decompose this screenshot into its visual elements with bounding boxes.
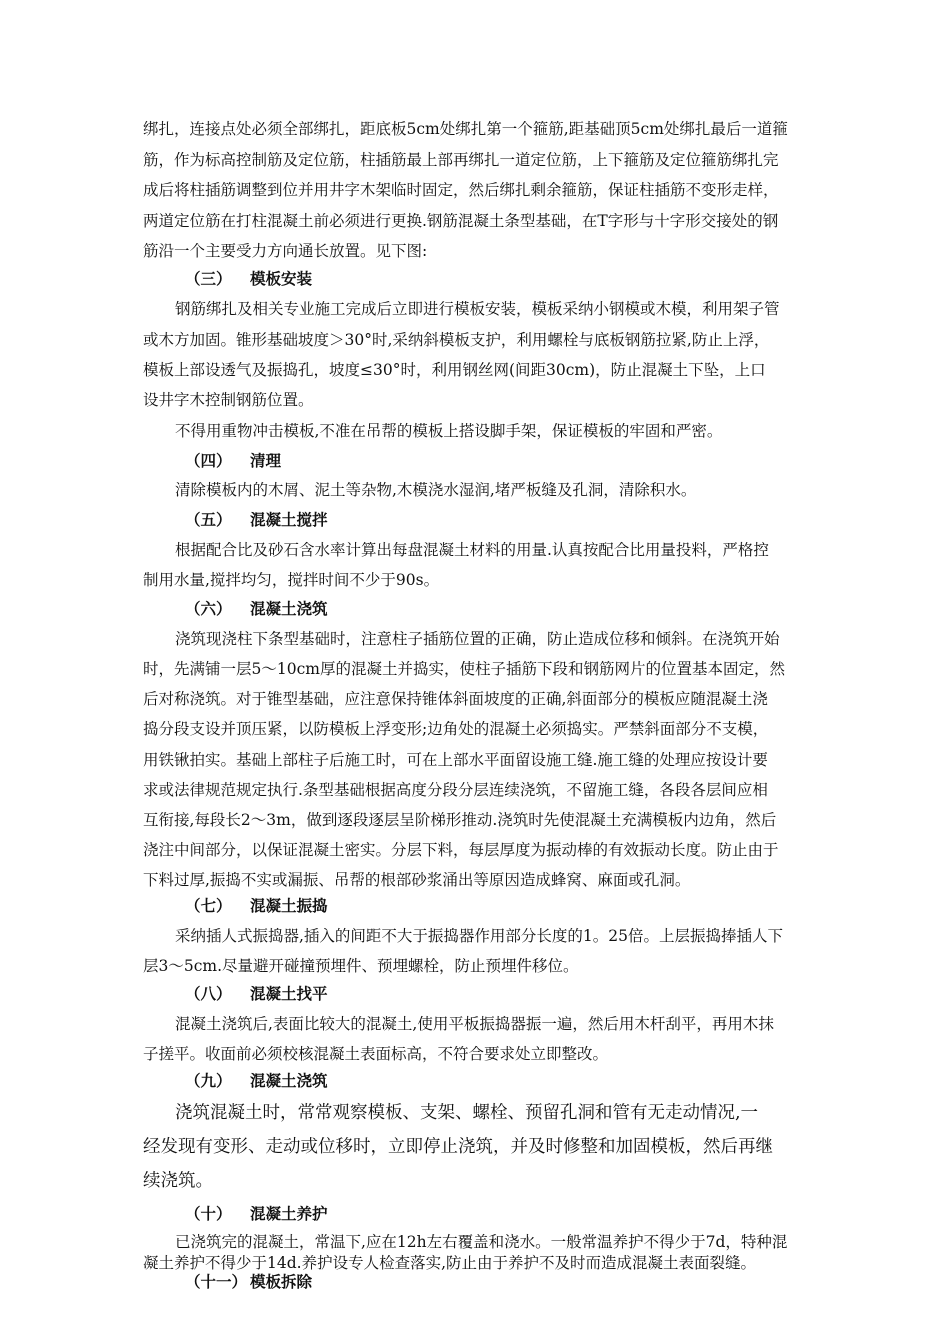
section-title: 混凝土振捣	[250, 896, 328, 915]
section-title: 清理	[250, 451, 282, 470]
paragraph-line: 已浇筑完的混凝土，常温下,应在12h左右覆盖和浇水。一般常温养护不得少于7d，特种混	[175, 1233, 788, 1251]
paragraph-line: 筋沿一个主要受力方向通长放置。见下图:	[143, 242, 428, 260]
paragraph-line: 浇注中间部分，以保证混凝土密实。分层下料，每层厚度为振动棒的有效振动长度。防止由于	[143, 841, 779, 859]
paragraph-line: 经发现有变形、走动或位移时，立即停止浇筑，并及时修整和加固模板，然后再继	[143, 1137, 773, 1157]
section-number: （六）	[185, 599, 232, 618]
paragraph-line: 制用水量,搅拌均匀，搅拌时间不少于90s。	[143, 571, 440, 589]
paragraph-line: 或木方加固。锥形基础坡度＞30°时,采纳斜模板支护，利用螺栓与底板钢筋拉紧,防止上浮，	[143, 331, 770, 349]
paragraph-line: 模板上部设透气及振捣孔，坡度≤30°时，利用钢丝网(间距30cm)，防止混凝土下坠，上口	[143, 361, 766, 379]
section-title: 混凝土浇筑	[250, 599, 328, 618]
paragraph-line: 用铁锹拍实。基础上部柱子后施工时，可在上部水平面留设施工缝.施工缝的处理应按设计要	[143, 751, 768, 769]
section-number: （五）	[185, 510, 232, 529]
paragraph-line: 捣分段支设并顶压紧，以防模板上浮变形;边角处的混凝土必须捣实。严禁斜面部分不支模，	[143, 720, 769, 738]
paragraph-line: 续浇筑。	[143, 1171, 213, 1191]
paragraph-line: 下料过厚,振捣不实或漏振、吊帮的根部砂浆涌出等原因造成蜂窝、麻面或孔洞。	[143, 871, 691, 889]
section-number: （三）	[185, 269, 232, 288]
paragraph-line: 求或法律规范规定执行.条型基础根据高度分段分层连续浇筑，不留施工缝，各段各层间应相	[143, 781, 768, 799]
paragraph-line: 时，先满铺一层5～10cm厚的混凝土并捣实，使柱子插筋下段和钢筋网片的位置基本固定，然	[143, 660, 785, 678]
section-title: 模板安装	[250, 269, 313, 288]
section-title: 混凝土搅拌	[250, 510, 328, 529]
section-number: （四）	[185, 451, 232, 470]
paragraph-line: 采纳插人式振捣器,插入的间距不大于振捣器作用部分长度的1。25倍。上层振捣捧插人下	[175, 927, 784, 945]
paragraph-line: 清除模板内的木屑、泥土等杂物,木模浇水湿润,堵严板缝及孔洞，清除积水。	[175, 481, 697, 499]
paragraph-line: 绑扎，连接点处必须全部绑扎，距底板5cm处绑扎第一个箍筋,距基础顶5cm处绑扎最后一道箍	[143, 120, 788, 138]
section-title: 混凝土浇筑	[250, 1071, 328, 1090]
paragraph-line: 不得用重物冲击模板,不准在吊帮的模板上搭设脚手架，保证模板的牢固和严密。	[175, 422, 723, 440]
paragraph-line: 层3～5cm.尽量避开碰撞预埋件、预埋螺栓，防止预埋件移位。	[143, 957, 579, 975]
paragraph-line: 浇筑混凝土时，常常观察模板、支架、螺栓、预留孔洞和管有无走动情况,一	[175, 1103, 759, 1123]
paragraph-line: 混凝土浇筑后,表面比较大的混凝土,使用平板振捣器振一遍，然后用木杆刮平，再用木抹	[175, 1015, 774, 1033]
section-number: （九）	[185, 1071, 232, 1090]
paragraph-line: 成后将柱插筋调整到位并用井字木架临时固定，然后绑扎剩余箍筋，保证柱插筋不变形走样，	[143, 181, 779, 199]
paragraph-line: 钢筋绑扎及相关专业施工完成后立即进行模板安装，模板采纳小钢模或木模，利用架子管	[175, 300, 780, 318]
paragraph-line: 后对称浇筑。对于锥型基础，应注意保持锥体斜面坡度的正确,斜面部分的模板应随混凝土浇	[143, 690, 768, 708]
paragraph-line: 设井字木控制钢筋位置。	[143, 391, 314, 409]
section-title: 混凝土找平	[250, 984, 328, 1003]
paragraph-line: 浇筑现浇柱下条型基础时，注意柱子插筋位置的正确，防止造成位移和倾斜。在浇筑开始	[175, 630, 780, 648]
paragraph-line: 根据配合比及砂石含水率计算出每盘混凝土材料的用量.认真按配合比用量投料，严格控	[175, 541, 769, 559]
paragraph-line: 互衔接,每段长2～3m，做到逐段逐层呈阶梯形推动.浇筑时先使混凝土充满模板内边角，然后	[143, 811, 777, 829]
section-number: （十）	[185, 1204, 232, 1223]
paragraph-line: 两道定位筋在打柱混凝土前必须进行更换.钢筋混凝土条型基础，在T字形与十字形交接处的钢	[143, 212, 779, 230]
paragraph-line: 子搓平。收面前必须校核混凝土表面标高，不符合要求处立即整改。	[143, 1045, 609, 1063]
section-title: 模板拆除	[250, 1272, 313, 1291]
paragraph-line: 凝土养护不得少于14d.养护设专人检查落实,防止由于养护不及时而造成混凝土表面裂缝。	[143, 1254, 757, 1272]
paragraph-line: 筋，作为标高控制筋及定位筋，柱插筋最上部再绑扎一道定位筋，上下箍筋及定位箍筋绑扎完	[143, 151, 779, 169]
section-number: （八）	[185, 984, 232, 1003]
section-number: （十一）	[185, 1272, 248, 1291]
section-title: 混凝土养护	[250, 1204, 328, 1223]
section-number: （七）	[185, 896, 232, 915]
